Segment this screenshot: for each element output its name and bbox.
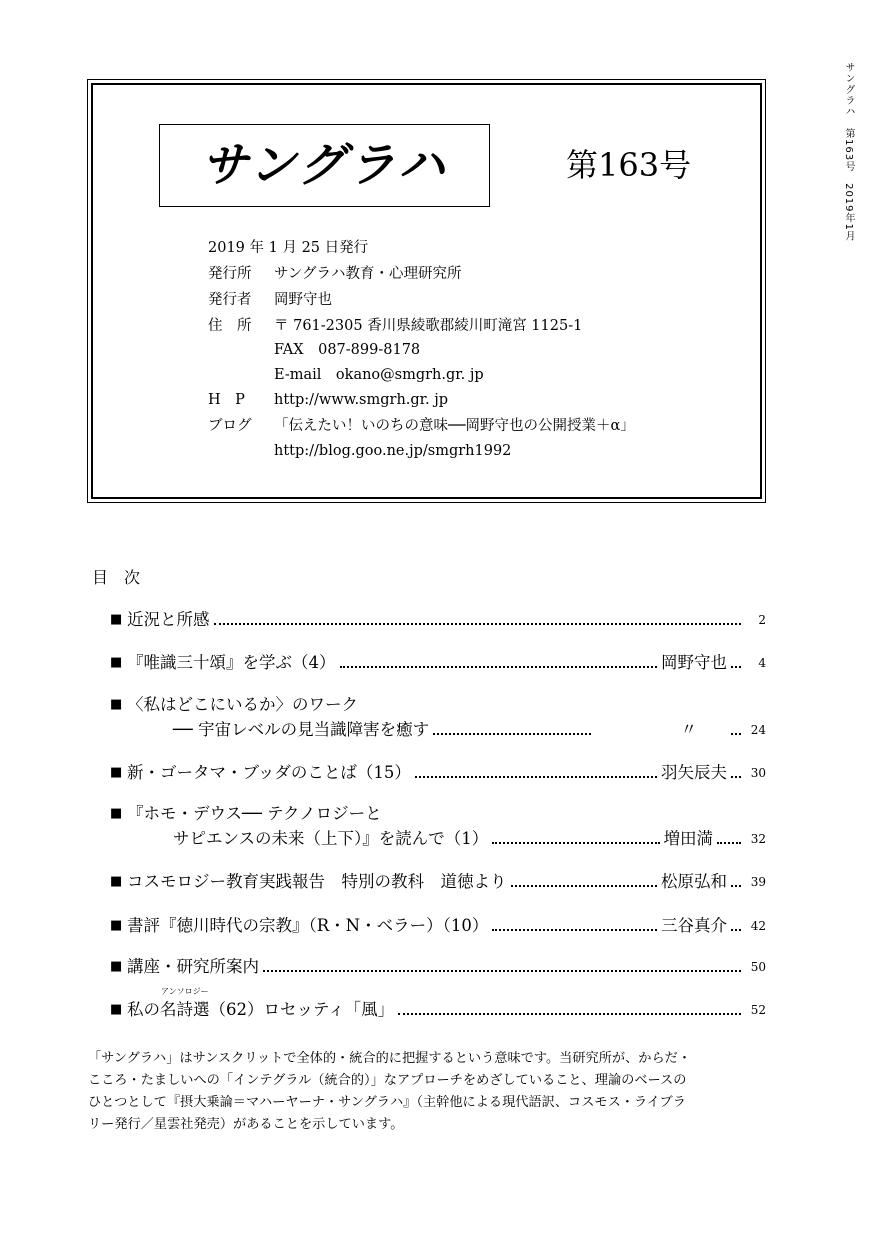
bullet-icon: ■ (110, 612, 123, 627)
toc-item-title-prefix: 私の (127, 1000, 160, 1019)
dot-leader (214, 623, 742, 625)
dot-leader (511, 885, 658, 887)
toc-item[interactable] (110, 914, 766, 938)
dot-leader (731, 666, 741, 668)
footer-line: ひとつとして『摂大乗論＝マハーヤーナ・サングラハ』（主幹他による現代語訳、コスモス・ライブラ (88, 1095, 686, 1110)
toc-item-subtitle: サピエンスの未来（上下）』を読んで（1） (173, 829, 489, 848)
dot-leader (731, 929, 741, 931)
toc-item-continuation[interactable] (173, 827, 766, 851)
footer-note (88, 1048, 768, 1136)
dot-leader (731, 776, 741, 778)
toc-item[interactable] (110, 761, 766, 785)
bullet-icon: ■ (110, 918, 123, 933)
dot-leader (717, 842, 741, 844)
toc-item-author: 岡野守也 (661, 653, 727, 672)
blog-link[interactable]: http://blog.goo.ne.jp/smgrh1992 (274, 443, 512, 459)
toc-item-page: 39 (750, 875, 766, 889)
footer-line: 「サングラハ」はサンスクリットで全体的・統合的に把握するという意味です。当研究所が、からだ・ (88, 1051, 692, 1066)
footer-line: こころ・たましいへの「インテグラル（統合的）」なアプローチをめざしていること、理論のベースの (88, 1073, 687, 1088)
toc-item-page: 4 (758, 656, 766, 670)
bullet-icon: ■ (110, 655, 123, 670)
dot-leader (398, 1013, 741, 1015)
homepage-link[interactable]: http://www.smgrh.gr. jp (274, 392, 449, 408)
toc-item-title: 〈私はどこにいるか〉のワーク (127, 695, 358, 714)
toc-item[interactable] (110, 651, 766, 675)
editor-row (208, 290, 332, 310)
toc-item-title-suffix: （62）ロセッティ「風」 (209, 1000, 395, 1019)
bullet-icon: ■ (110, 697, 123, 712)
side-running-label: サングラハ 第163号 2019年1月 (843, 62, 854, 242)
editor-label: 発行者 (208, 292, 252, 308)
toc-item[interactable] (110, 608, 766, 632)
homepage-label: H P (208, 392, 245, 408)
toc-item[interactable] (110, 802, 766, 826)
toc-item[interactable] (110, 987, 766, 1022)
bullet-icon: ■ (110, 765, 123, 780)
fax-number: FAX 087-899-8178 (274, 342, 421, 358)
dot-leader (492, 929, 657, 931)
address-label: 住 所 (208, 318, 252, 334)
address-row (208, 316, 582, 336)
toc-item-continuation[interactable] (173, 718, 766, 742)
toc-item-author: 羽矢辰夫 (661, 763, 727, 782)
bullet-icon: ■ (110, 959, 123, 974)
publisher-label: 発行所 (208, 266, 252, 282)
footer-line: リー発行／星雲社発売）があることを示しています。 (88, 1117, 404, 1132)
toc-heading: 目 次 (92, 568, 141, 587)
email-address[interactable]: E-mail okano@smgrh.gr. jp (274, 367, 484, 383)
toc-item-page: 42 (750, 919, 766, 933)
toc-item-author: 増田満 (663, 829, 713, 848)
toc-item-title: コスモロジー教育実践報告 特別の教科 道徳より (127, 872, 507, 891)
toc-item[interactable] (110, 870, 766, 894)
toc-item-page: 24 (750, 723, 766, 737)
toc-item-title (127, 987, 395, 1022)
toc-item-page: 30 (750, 766, 766, 780)
toc-item-subtitle: ── 宇宙レベルの見当識障害を癒す (173, 720, 430, 739)
toc-item-page: 50 (750, 960, 766, 974)
ruby-annotation: アンソロジー (160, 987, 209, 996)
dot-leader (492, 842, 659, 844)
bullet-icon: ■ (110, 874, 123, 889)
toc-item-page: 32 (750, 832, 766, 846)
publisher-row (208, 264, 461, 284)
toc-item-page: 2 (758, 613, 766, 627)
address-value: 〒 761-2305 香川県綾歌郡綾川町滝宮 1125-1 (274, 318, 583, 334)
dot-leader (415, 776, 657, 778)
toc-item-page: 52 (750, 1003, 766, 1017)
publisher-value: サングラハ教育・心理研究所 (274, 266, 462, 282)
ruby-base (160, 987, 210, 1022)
toc-item-title: 『ホモ・デウス── テクノロジーと (127, 804, 382, 823)
bullet-icon: ■ (110, 1002, 123, 1017)
homepage-row (208, 390, 448, 410)
dot-leader (263, 970, 741, 972)
blog-row (208, 416, 635, 436)
dot-leader (433, 733, 591, 735)
blog-title: 「伝えたい！いのちの意味──岡野守也の公開授業＋α」 (274, 418, 635, 434)
toc-item-author: 〃 (680, 720, 697, 739)
blog-label: ブログ (208, 418, 252, 434)
toc-item-title: 書評『徳川時代の宗教』（R・N・ベラー）（10） (127, 916, 489, 935)
toc-item-title: 近況と所感 (127, 610, 210, 629)
toc-item-author: 松原弘和 (661, 872, 727, 891)
toc-item[interactable] (110, 955, 766, 979)
publication-date: 2019 年 1 月 25 日発行 (208, 240, 369, 256)
issue-number: 第163号 (566, 146, 692, 184)
bullet-icon: ■ (110, 806, 123, 821)
ruby-base-text: 名詩選 (160, 1000, 210, 1019)
toc-item[interactable] (110, 693, 766, 717)
toc-item-title: 新・ゴータマ・ブッダのことば（15） (127, 763, 411, 782)
toc-item-title: 『唯識三十頌』を学ぶ（4） (127, 653, 336, 672)
dot-leader (731, 733, 741, 735)
toc-item-title: 講座・研究所案内 (127, 957, 259, 976)
toc-item-author: 三谷真介 (661, 916, 727, 935)
editor-value: 岡野守也 (274, 292, 332, 308)
dot-leader (340, 666, 658, 668)
dot-leader (731, 885, 741, 887)
magazine-title: サングラハ (159, 124, 490, 207)
